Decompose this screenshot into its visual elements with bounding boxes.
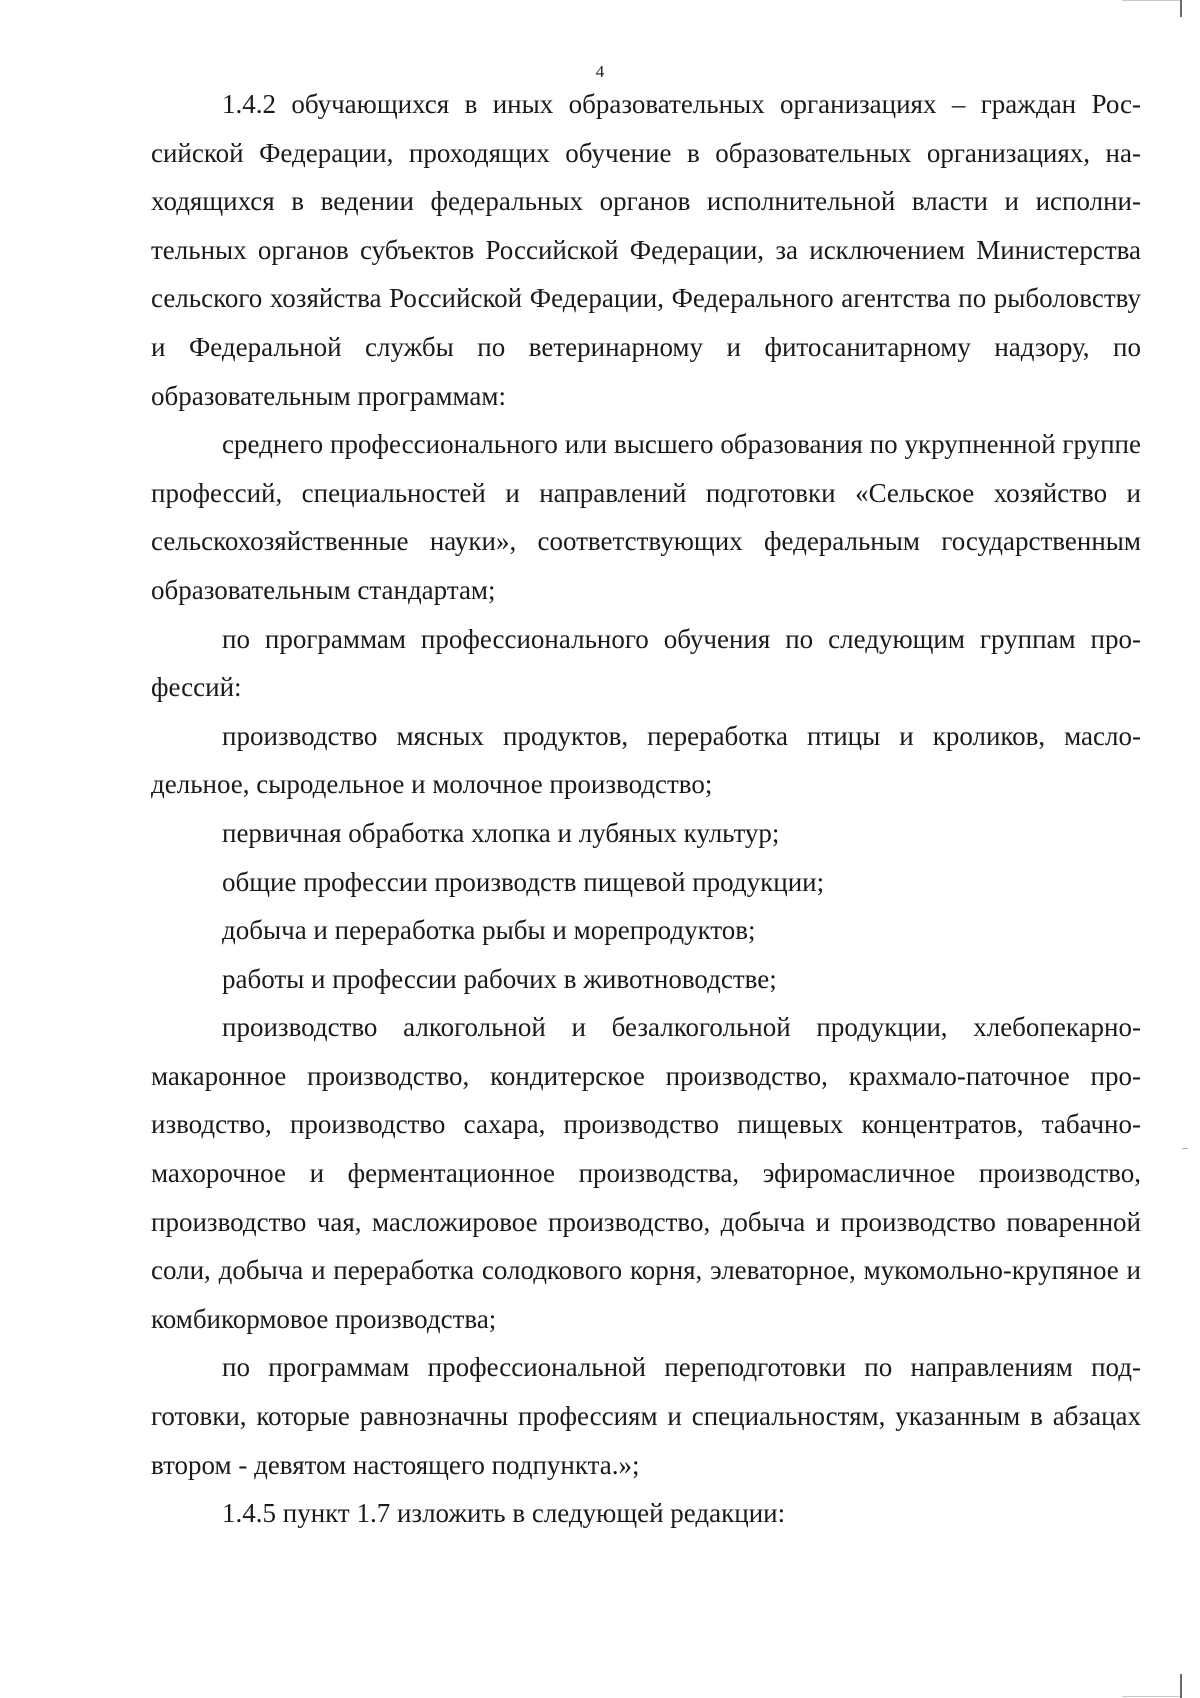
list-item-fish: добыча и переработка рыбы и морепродуктов;: [222, 915, 756, 946]
scan-margin-tick: [1182, 1148, 1188, 1149]
paragraph-vocational-training: по программам профессионального обучения по следующим группам профессий:: [151, 623, 1141, 703]
paragraph-1-4-5: 1.4.5 пункт 1.7 изложить в следующей редакции:: [222, 1498, 786, 1529]
page-number: 4: [595, 62, 605, 81]
scan-corner-mark-bottom: [1122, 1686, 1182, 1697]
list-item-cotton: первичная обработка хлопка и лубяных культур;: [222, 817, 780, 848]
list-item-food-production: производство алкогольной и безалкогольной продукции, хлебопекарно-макаронное производство, кондитерское производство, крахмало-паточное производство, производство сахара, производство пищевых концентратов, табачно-махорочное и ферментационное производства, эфиромасличное производство, производство чая, масложировое производство, добыча и производство поваренной соли, добыча и переработка солодкового корня, элеваторное, мукомольно-крупяное и комбикормовое производства;: [151, 1012, 1141, 1334]
paragraph-retraining: по программам профессиональной переподготовки по направлениям подготовки, которые равнозначны профессиям и специальностям, указанным в абзацах втором - девятом настоящего подпункта.»;: [151, 1352, 1141, 1480]
list-item-livestock: работы и профессии рабочих в животноводстве;: [222, 963, 777, 994]
scan-corner-mark-top: [1122, 0, 1182, 9]
list-item-meat-dairy: производство мясных продуктов, переработка птицы и кроликов, маслодельное, сыродельное и молочное производство;: [151, 720, 1141, 800]
document-body: [151, 80, 1141, 1538]
list-item-food-professions: общие профессии производств пищевой продукции;: [222, 866, 825, 897]
paragraph-1-4-2: 1.4.2 обучающихся в иных образовательных организациях – граждан Российской Федерации, проходящих обучение в образовательных организациях, находящихся в ведении федеральных органов исполнительной власти и исполнительных органов субъектов Российской Федерации, за исключением Министерства сельского хозяйства Российской Федерации, Федерального агентства по рыболовству и Федеральной службы по ветеринарному и фитосанитарному надзору, по образовательным программам:: [151, 89, 1141, 411]
paragraph-higher-education: среднего профессионального или высшего образования по укрупненной группе профессий, специальностей и направлений подготовки «Сельское хозяйство и сельскохозяйственные науки», соответствующих федеральным государственным образовательным стандартам;: [151, 429, 1141, 605]
